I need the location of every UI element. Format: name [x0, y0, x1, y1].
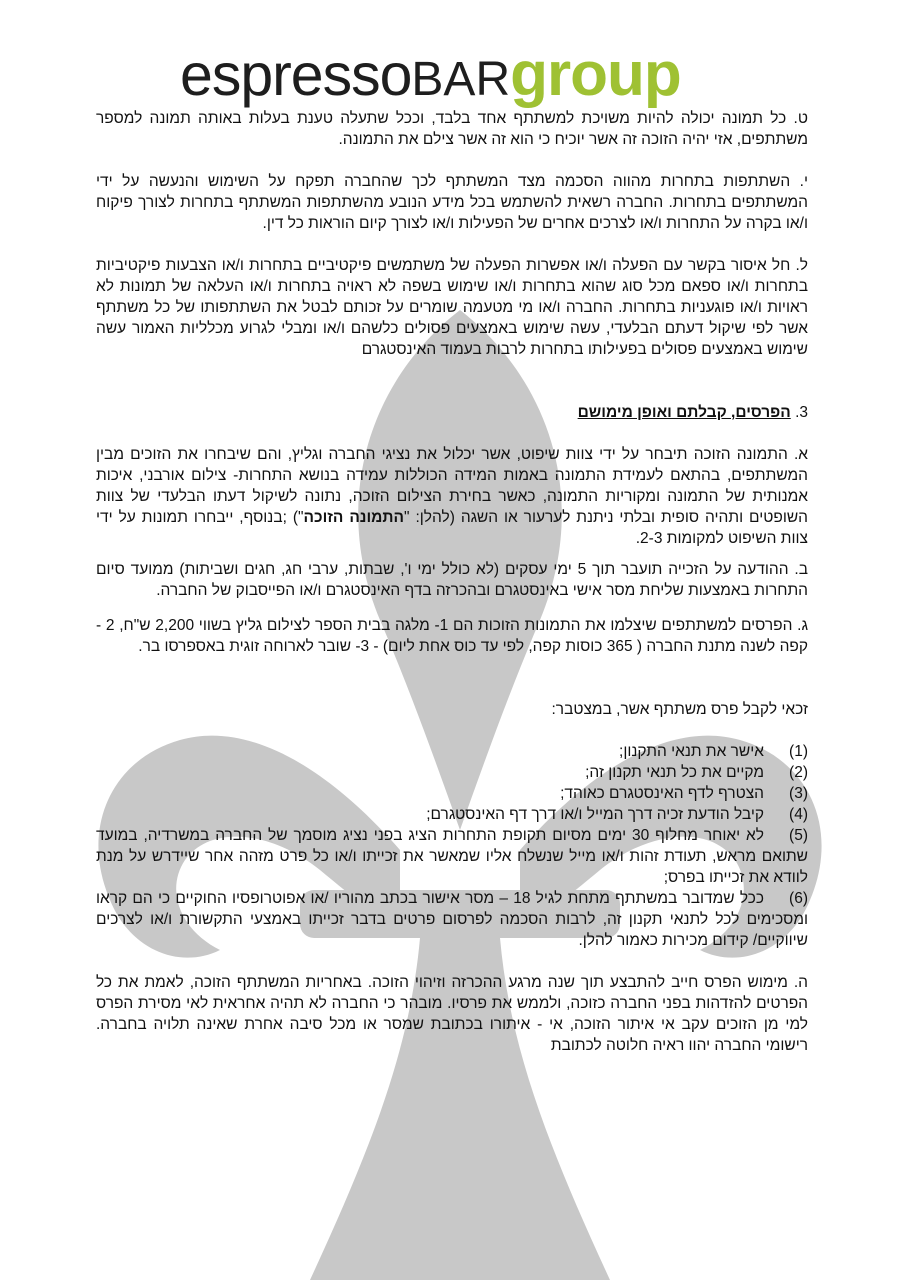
condition-item [96, 888, 808, 951]
condition-text: לא יאוחר מחלוף 30 ימים מסיום תקופת התחרות הציג בפני נציג מוסמך של החברה במשרדיה, במועד שתואם מראש, תעודת זהות ו/או מייל שנשלח אליו שמאשר את זכייתו ו/או כל פרט מזהה אחר שיידרש על מנת לוודא את זכייתו בפרס; [96, 827, 808, 886]
paragraph-yod: י. השתתפות בתחרות מהווה הסכמה מצד המשתתף לכך שהחברה תפקח על השימוש והנעשה על ידי המשתתפים בתחרות. החברה רשאית להשתמש בכל מידע הנובע מהשתתפות המשתתף בתחרות לצורך פיקוח ו/או בקרה על התחרות ו/או לצרכים אחרים של הפעילות ו/או לצורך קיום הוראות כל דין. [96, 173, 808, 232]
section-number: 3. [795, 404, 808, 421]
condition-number: (5) [789, 827, 808, 844]
condition-item [96, 783, 808, 804]
section-title: הפרסים, קבלתם ואופן מימושם [577, 404, 791, 421]
condition-text: הצטרף לדף האינסטגרם כאוהד; [560, 785, 764, 802]
condition-text: ככל שמדובר במשתתף מתחת לגיל 18 – מסר אישור בכתב מהוריו /או אפוטרופסיו החוקיים כי הם קראו ומסכימים לכל לתנאי תקנון זה, לרבות הסכמה לפרסום פרטים בדבר זכייתו באמצעי התקשורת ו/או לצרכים שיווקיים/ קידום מכירות כאמור להלן. [96, 890, 808, 949]
condition-number: (1) [789, 743, 808, 760]
condition-number: (4) [789, 806, 808, 823]
logo-word-bar: BAR [411, 53, 511, 106]
condition-number: (6) [789, 890, 808, 907]
condition-item [96, 741, 808, 762]
logo-word-espresso: espresso [180, 42, 412, 108]
condition-item [96, 762, 808, 783]
espressobargroup-logo [180, 40, 700, 110]
paragraph-lamed: ל. חל איסור בקשר עם הפעלה ו/או אפשרות הפעלה של משתמשים פיקטיביים בתחרות ו/או הצבעות פיקטיביות בתחרות ו/או ספאם מכל סוג שהוא בתחרות ו/או שימוש בשפה לא ראויה בתחרות ו/או העלאה של תמונות לא ראויות ו/או פוגעניות בתחרות. החברה ו/או מי מטעמה שומרים על זכותם לבטל את השתתפותו של כל משתתף אשר לפי שיקול דעתם הבלעדי, עשה שימוש באמצעים פסולים כלשהם ו/או ומבלי לגרוע מכלליות האמור עשה שימוש באמצעים פסולים בפעילותו בתחרות לרבות בעמוד האינסטגרם [96, 257, 808, 358]
paragraph-alef-text-end: ") ;בנוסף, ייבחרו תמונות על ידי צוות השיפוט למקומות 2-3. [96, 509, 808, 547]
condition-number: (2) [789, 764, 808, 781]
paragraph-alef [96, 444, 808, 549]
conditions-list [96, 741, 808, 951]
paragraph-he: ה. מימוש הפרס חייב להתבצע תוך שנה מרגע ההכרזה וזיהוי הזוכה. באחריות המשתתף הזוכה, לאמת את כל הפרטים להזדהות בפני החברה כזוכה, ולממש את פרסיו. מובהר כי החברה לא תהיה אחראית לאי מסירת הפרס למי מן הזוכים עקב אי איתור הזוכה, אי - איתורו בכתובת שמסר או מכל סיבה אחרת שאינה תלויה בחברה. רישומי החברה יהוו ראיה חלוטה לכתובת [96, 974, 808, 1054]
paragraph-gimel: ג. הפרסים למשתתפים שיצלמו את התמונות הזוכות הם 1- מלגה בבית הספר לצילום גליץ בשווי 2,200 ש"ח, 2 - קפה לשנה מתנת החברה ( 365 כוסות קפה, לפי עד כוס אחת ליום) - 3- שובר לארוחה זוגית באספרסו בר. [96, 617, 809, 655]
paragraph-bet: ב. ההודעה על הזכייה תועבר תוך 5 ימי עסקים (לא כולל ימי ו', שבתות, ערבי חג, חגים ושביתות) ממועד סיום התחרות באמצעות שליחת מסר אישי באינסטגרם ובהכרזה בדף האינסטגרם ו/או הפייסבוק של החברה. [96, 561, 808, 599]
condition-text: אישר את תנאי התקנון; [619, 743, 764, 760]
condition-text: מקיים את כל תנאי תקנון זה; [585, 764, 764, 781]
condition-text: קיבל הודעת זכיה דרך המייל ו/או דרך דף האינסטגרם; [426, 806, 764, 823]
eligibility-intro: זכאי לקבל פרס משתתף אשר, במצטבר: [551, 701, 808, 718]
condition-item [96, 825, 808, 888]
paragraph-tet: ט. כל תמונה יכולה להיות משויכת למשתתף אחד בלבד, וככל שתעלה טענת בעלות באותה תמונה למספר משתתפים, אזי יהיה הזוכה זה אשר יוכיח כי הוא זה אשר צילם את התמונה. [96, 110, 808, 148]
regulations-text [96, 108, 808, 1056]
section-3-heading [96, 402, 808, 423]
condition-number: (3) [789, 785, 808, 802]
condition-item [96, 804, 808, 825]
winning-photo-term: התמונה הזוכה [303, 509, 405, 526]
paragraph-alef-text: א. התמונה הזוכה תיבחר על ידי צוות שיפוט, אשר יכלול את נציגי החברה וגליץ, והם שיבחרו את הזוכים מבין המשתתפים, בהתאם לעמידת התמונה באמות המידה הכוללות עמידה בנושא התחרות- צילום אורבני, איכות אמנותית של התמונה ומקוריות התמונה, כאשר בחירת הצילום הזוכה, נתונה לשיקול דעתו הבלעדי של צוות השופטים ותהיה סופית ובלתי ניתנת לערעור או השגה (להלן: " [96, 446, 808, 526]
logo-word-group: group [510, 40, 681, 109]
